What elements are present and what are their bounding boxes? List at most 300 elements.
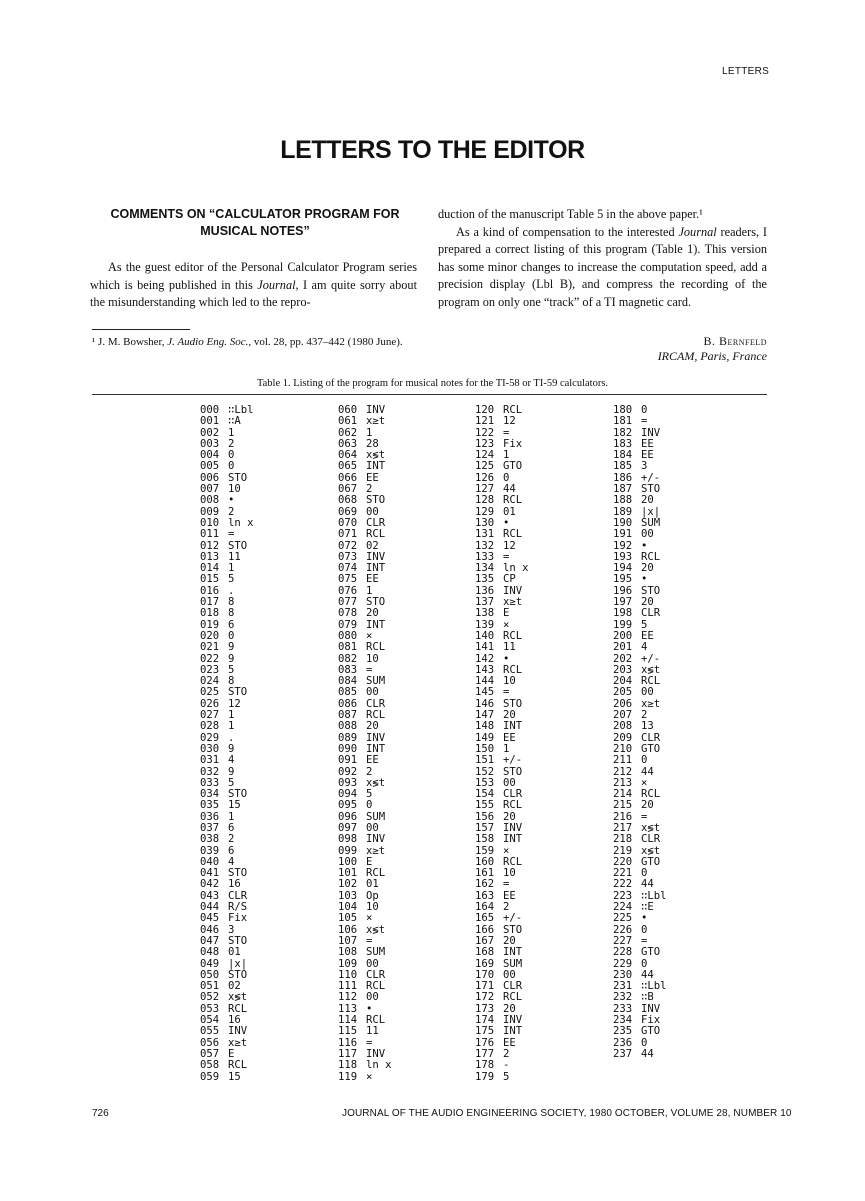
- keystroke: STO: [228, 968, 248, 981]
- step-number: 135: [475, 573, 495, 586]
- keystroke: CLR: [366, 516, 386, 529]
- keystroke: =: [503, 426, 510, 439]
- keystroke: 11: [228, 550, 241, 563]
- keystroke: +/-: [641, 652, 661, 665]
- step-number: 127: [475, 483, 495, 496]
- keystroke: 8: [228, 596, 235, 609]
- step-number: 235: [613, 1025, 633, 1038]
- step-number: 123: [475, 437, 495, 450]
- keystroke: •: [641, 539, 648, 552]
- keystroke: •: [641, 912, 648, 925]
- step-number: 069: [338, 505, 358, 518]
- keystroke: STO: [503, 923, 523, 936]
- keystroke: =: [641, 810, 648, 823]
- keystroke: STO: [641, 483, 661, 496]
- keystroke: SUM: [641, 516, 661, 529]
- keystroke: x≶t: [366, 923, 386, 936]
- listing-row: [200, 608, 254, 619]
- step-number: 099: [338, 844, 358, 857]
- step-number: 088: [338, 720, 358, 733]
- keystroke: 0: [641, 404, 648, 416]
- listing-row: [475, 1072, 529, 1083]
- keystroke: 5: [228, 776, 235, 789]
- step-number: 019: [200, 618, 220, 631]
- step-number: 118: [338, 1059, 358, 1072]
- keystroke: 01: [366, 878, 379, 891]
- keystroke: 10: [228, 483, 241, 496]
- listing-row: [475, 416, 529, 427]
- keystroke: STO: [228, 686, 248, 699]
- step-number: 223: [613, 889, 633, 902]
- keystroke: E: [228, 1047, 235, 1060]
- keystroke: 02: [366, 539, 379, 552]
- listing-row: [200, 800, 254, 811]
- keystroke: •: [641, 573, 648, 586]
- step-number: 173: [475, 1002, 495, 1015]
- keystroke: =: [503, 878, 510, 891]
- step-number: 046: [200, 923, 220, 936]
- keystroke: 2: [228, 437, 235, 450]
- step-number: 208: [613, 720, 633, 733]
- step-number: 114: [338, 1014, 358, 1027]
- step-number: 134: [475, 562, 495, 575]
- step-number: 136: [475, 584, 495, 597]
- keystroke: E: [503, 607, 510, 620]
- step-number: 093: [338, 776, 358, 789]
- keystroke: SUM: [503, 957, 523, 970]
- step-number: 012: [200, 539, 220, 552]
- step-number: 018: [200, 607, 220, 620]
- keystroke: •: [503, 516, 510, 529]
- listing-row: [475, 608, 529, 619]
- keystroke: x≶t: [366, 449, 386, 462]
- keystroke: RCL: [503, 404, 523, 416]
- step-number: 172: [475, 991, 495, 1004]
- step-number: 143: [475, 663, 495, 676]
- keystroke: R/S: [228, 901, 248, 914]
- keystroke: ×: [366, 1070, 373, 1083]
- section-title: LETTERS TO THE EDITOR: [280, 136, 585, 164]
- keystroke: 9: [228, 641, 235, 654]
- keystroke: 20: [503, 709, 516, 722]
- step-number: 195: [613, 573, 633, 586]
- step-number: 222: [613, 878, 633, 891]
- step-number: 040: [200, 855, 220, 868]
- step-number: 116: [338, 1036, 358, 1049]
- keystroke: 44: [641, 1047, 654, 1060]
- step-number: 079: [338, 618, 358, 631]
- step-number: 177: [475, 1047, 495, 1060]
- step-number: 063: [338, 437, 358, 450]
- step-number: 066: [338, 471, 358, 484]
- step-number: 021: [200, 641, 220, 654]
- keystroke: 16: [228, 1014, 241, 1027]
- keystroke: INV: [228, 1025, 248, 1038]
- keystroke: 20: [366, 607, 379, 620]
- step-number: 020: [200, 629, 220, 642]
- listing-row: [338, 947, 392, 958]
- step-number: 061: [338, 415, 358, 428]
- keystroke: Fix: [228, 912, 248, 925]
- step-number: 145: [475, 686, 495, 699]
- step-number: 186: [613, 471, 633, 484]
- keystroke: =: [641, 934, 648, 947]
- step-number: 215: [613, 799, 633, 812]
- keystroke: 11: [503, 641, 516, 654]
- keystroke: INT: [366, 562, 386, 575]
- keystroke: SUM: [366, 810, 386, 823]
- step-number: 144: [475, 675, 495, 688]
- step-number: 185: [613, 460, 633, 473]
- keystroke: 5: [228, 573, 235, 586]
- keystroke: 20: [503, 1002, 516, 1015]
- step-number: 023: [200, 663, 220, 676]
- step-number: 101: [338, 867, 358, 880]
- step-number: 213: [613, 776, 633, 789]
- keystroke: 0: [228, 629, 235, 642]
- keystroke: 1: [503, 742, 510, 755]
- program-listing-column-3: [475, 405, 529, 1083]
- step-number: 065: [338, 460, 358, 473]
- keystroke: 5: [366, 788, 373, 801]
- step-number: 084: [338, 675, 358, 688]
- listing-row: [613, 755, 667, 766]
- keystroke: CP: [503, 573, 516, 586]
- step-number: 167: [475, 934, 495, 947]
- step-number: 120: [475, 404, 495, 416]
- program-listing-column-2: [338, 405, 392, 1083]
- step-number: 202: [613, 652, 633, 665]
- listing-row: [475, 834, 529, 845]
- table-rule: [92, 394, 767, 395]
- listing-row: [613, 947, 667, 958]
- step-number: 010: [200, 516, 220, 529]
- keystroke: ln x: [503, 562, 529, 575]
- keystroke: EE: [641, 437, 654, 450]
- keystroke: GTO: [641, 742, 661, 755]
- step-number: 100: [338, 855, 358, 868]
- keystroke: INT: [366, 742, 386, 755]
- listing-row: [613, 1049, 667, 1060]
- step-number: 166: [475, 923, 495, 936]
- step-number: 217: [613, 821, 633, 834]
- step-number: 080: [338, 629, 358, 642]
- journal-name: Journal: [678, 224, 717, 239]
- step-number: 043: [200, 889, 220, 902]
- step-number: 146: [475, 697, 495, 710]
- listing-row: [475, 529, 529, 540]
- step-number: 197: [613, 596, 633, 609]
- step-number: 076: [338, 584, 358, 597]
- step-number: 156: [475, 810, 495, 823]
- paragraph-text: , I am quite sorry about the misunderstanding which led to the repro-: [90, 277, 417, 310]
- keystroke: STO: [228, 539, 248, 552]
- keystroke: 01: [503, 505, 516, 518]
- keystroke: CLR: [503, 788, 523, 801]
- listing-row: [200, 495, 254, 506]
- keystroke: INT: [366, 618, 386, 631]
- step-number: 025: [200, 686, 220, 699]
- step-number: 230: [613, 968, 633, 981]
- step-number: 179: [475, 1070, 495, 1083]
- journal-name: Journal: [257, 277, 296, 292]
- step-number: 150: [475, 742, 495, 755]
- step-number: 117: [338, 1047, 358, 1060]
- step-number: 053: [200, 1002, 220, 1015]
- step-number: 087: [338, 709, 358, 722]
- keystroke: x≶t: [366, 776, 386, 789]
- keystroke: STO: [366, 494, 386, 507]
- keystroke: =: [641, 415, 648, 428]
- listing-row: [475, 800, 529, 811]
- step-number: 086: [338, 697, 358, 710]
- step-number: 199: [613, 618, 633, 631]
- step-number: 171: [475, 980, 495, 993]
- keystroke: ∷B: [641, 991, 654, 1004]
- step-number: 196: [613, 584, 633, 597]
- step-number: 002: [200, 426, 220, 439]
- step-number: 233: [613, 1002, 633, 1015]
- step-number: 110: [338, 968, 358, 981]
- keystroke: ln x: [228, 516, 254, 529]
- step-number: 081: [338, 641, 358, 654]
- step-number: 205: [613, 686, 633, 699]
- keystroke: INT: [366, 460, 386, 473]
- keystroke: 0: [228, 460, 235, 473]
- step-number: 016: [200, 584, 220, 597]
- keystroke: RCL: [366, 528, 386, 541]
- step-number: 013: [200, 550, 220, 563]
- step-number: 104: [338, 901, 358, 914]
- keystroke: ×: [503, 618, 510, 631]
- keystroke: 2: [503, 1047, 510, 1060]
- keystroke: E: [366, 855, 373, 868]
- keystroke: 6: [228, 618, 235, 631]
- step-number: 082: [338, 652, 358, 665]
- step-number: 174: [475, 1014, 495, 1027]
- step-number: 091: [338, 754, 358, 767]
- step-number: 128: [475, 494, 495, 507]
- keystroke: 8: [228, 675, 235, 688]
- keystroke: 2: [366, 765, 373, 778]
- step-number: 132: [475, 539, 495, 552]
- keystroke: 1: [366, 426, 373, 439]
- paragraph-text: readers, I prepared a correct listing of this program (Table 1). This version has some minor changes to increase the computation speed, add a precision display (Lbl B), and compress the recording of the program on only one “track” of a TI magnetic card.: [438, 224, 767, 309]
- keystroke: 2: [228, 833, 235, 846]
- step-number: 190: [613, 516, 633, 529]
- keystroke: 1: [503, 449, 510, 462]
- keystroke: Fix: [641, 1014, 661, 1027]
- keystroke: •: [503, 652, 510, 665]
- keystroke: •: [228, 494, 235, 507]
- step-number: 183: [613, 437, 633, 450]
- keystroke: 0: [366, 799, 373, 812]
- step-number: 062: [338, 426, 358, 439]
- step-number: 158: [475, 833, 495, 846]
- keystroke: RCL: [503, 855, 523, 868]
- listing-row: [200, 642, 254, 653]
- keystroke: x≥t: [366, 415, 386, 428]
- keystroke: 20: [641, 596, 654, 609]
- step-number: 207: [613, 709, 633, 722]
- table-caption: Table 1. Listing of the program for musical notes for the TI-58 or TI-59 calculators.: [256, 378, 609, 389]
- keystroke: 10: [503, 867, 516, 880]
- keystroke: 00: [641, 686, 654, 699]
- keystroke: INT: [503, 946, 523, 959]
- keystroke: RCL: [641, 675, 661, 688]
- keystroke: .: [228, 584, 235, 597]
- step-number: 070: [338, 516, 358, 529]
- keystroke: STO: [228, 471, 248, 484]
- keystroke: 20: [641, 494, 654, 507]
- step-number: 006: [200, 471, 220, 484]
- keystroke: x≥t: [503, 596, 523, 609]
- keystroke: 3: [641, 460, 648, 473]
- keystroke: RCL: [366, 709, 386, 722]
- keystroke: 28: [366, 437, 379, 450]
- step-number: 042: [200, 878, 220, 891]
- keystroke: 00: [366, 957, 379, 970]
- step-number: 078: [338, 607, 358, 620]
- step-number: 068: [338, 494, 358, 507]
- keystroke: INV: [366, 1047, 386, 1060]
- keystroke: 8: [228, 607, 235, 620]
- keystroke: =: [503, 686, 510, 699]
- listing-row: [613, 800, 667, 811]
- letter-paragraph-1: [90, 259, 417, 312]
- keystroke: EE: [366, 573, 379, 586]
- journal-footer: JOURNAL OF THE AUDIO ENGINEERING SOCIETY, 1980 OCTOBER, VOLUME 28, NUMBER 10: [342, 1108, 792, 1119]
- keystroke: 44: [641, 765, 654, 778]
- listing-row: [338, 495, 392, 506]
- listing-row: [338, 416, 392, 427]
- keystroke: x≥t: [641, 697, 661, 710]
- keystroke: x≶t: [641, 821, 661, 834]
- keystroke: 20: [366, 720, 379, 733]
- step-number: 138: [475, 607, 495, 620]
- step-number: 052: [200, 991, 220, 1004]
- keystroke: |x|: [641, 505, 661, 518]
- keystroke: 2: [503, 901, 510, 914]
- keystroke: SUM: [366, 675, 386, 688]
- keystroke: 12: [228, 697, 241, 710]
- keystroke: x≶t: [228, 991, 248, 1004]
- step-number: 047: [200, 934, 220, 947]
- keystroke: x≶t: [641, 663, 661, 676]
- step-number: 097: [338, 821, 358, 834]
- step-number: 129: [475, 505, 495, 518]
- keystroke: ×: [641, 776, 648, 789]
- step-number: 077: [338, 596, 358, 609]
- keystroke: RCL: [503, 528, 523, 541]
- step-number: 169: [475, 957, 495, 970]
- step-number: 005: [200, 460, 220, 473]
- step-number: 165: [475, 912, 495, 925]
- listing-row: [475, 642, 529, 653]
- keystroke: CLR: [503, 980, 523, 993]
- step-number: 201: [613, 641, 633, 654]
- keystroke: 4: [228, 855, 235, 868]
- keystroke: 1: [366, 584, 373, 597]
- step-number: 131: [475, 528, 495, 541]
- keystroke: 12: [503, 415, 516, 428]
- keystroke: EE: [503, 731, 516, 744]
- step-number: 034: [200, 788, 220, 801]
- keystroke: STO: [228, 788, 248, 801]
- step-number: 026: [200, 697, 220, 710]
- keystroke: |x|: [228, 957, 248, 970]
- keystroke: 02: [228, 980, 241, 993]
- keystroke: RCL: [503, 663, 523, 676]
- author-name: B. Bernfeld: [703, 334, 767, 348]
- step-number: 159: [475, 844, 495, 857]
- listing-row: [200, 755, 254, 766]
- keystroke: 00: [366, 505, 379, 518]
- step-number: 085: [338, 686, 358, 699]
- keystroke: 0: [228, 449, 235, 462]
- step-number: 148: [475, 720, 495, 733]
- step-number: 071: [338, 528, 358, 541]
- step-number: 200: [613, 629, 633, 642]
- keystroke: 4: [228, 754, 235, 767]
- step-number: 022: [200, 652, 220, 665]
- keystroke: 00: [503, 968, 516, 981]
- step-number: 050: [200, 968, 220, 981]
- step-number: 181: [613, 415, 633, 428]
- keystroke: 20: [641, 799, 654, 812]
- step-number: 184: [613, 449, 633, 462]
- keystroke: x≥t: [228, 1036, 248, 1049]
- keystroke: 2: [228, 505, 235, 518]
- step-number: 209: [613, 731, 633, 744]
- listing-row: [200, 416, 254, 427]
- step-number: 113: [338, 1002, 358, 1015]
- keystroke: 2: [366, 483, 373, 496]
- keystroke: RCL: [366, 980, 386, 993]
- keystroke: RCL: [228, 1002, 248, 1015]
- keystroke: INV: [641, 426, 661, 439]
- keystroke: 10: [366, 652, 379, 665]
- footnote-text: , vol. 28, pp. 437–442 (1980 June).: [248, 336, 403, 348]
- keystroke: 1: [228, 810, 235, 823]
- keystroke: 0: [641, 867, 648, 880]
- keystroke: 00: [366, 821, 379, 834]
- listing-row: [613, 913, 667, 924]
- step-number: 031: [200, 754, 220, 767]
- keystroke: RCL: [503, 799, 523, 812]
- keystroke: 5: [228, 663, 235, 676]
- step-number: 137: [475, 596, 495, 609]
- step-number: 107: [338, 934, 358, 947]
- step-number: 064: [338, 449, 358, 462]
- listing-row: [475, 495, 529, 506]
- keystroke: CLR: [366, 697, 386, 710]
- step-number: 194: [613, 562, 633, 575]
- keystroke: 44: [503, 483, 516, 496]
- keystroke: ∷E: [641, 901, 654, 914]
- step-number: 225: [613, 912, 633, 925]
- step-number: 164: [475, 901, 495, 914]
- keystroke: RCL: [503, 494, 523, 507]
- keystroke: =: [366, 1036, 373, 1049]
- step-number: 059: [200, 1070, 220, 1083]
- step-number: 017: [200, 596, 220, 609]
- step-number: 221: [613, 867, 633, 880]
- keystroke: CLR: [228, 889, 248, 902]
- keystroke: GTO: [641, 1025, 661, 1038]
- listing-row: [200, 913, 254, 924]
- step-number: 067: [338, 483, 358, 496]
